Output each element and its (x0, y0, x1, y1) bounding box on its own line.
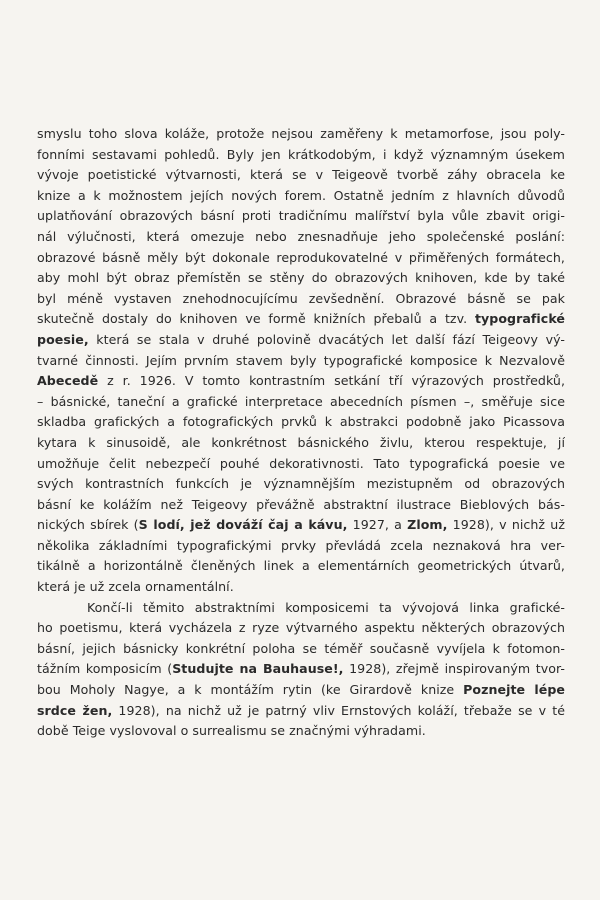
text-run: skutečně dostaly do knihoven ve formě knižních přebalů a tzv. (37, 311, 475, 327)
bold-title-text: typografické (474, 311, 565, 327)
text-line (37, 618, 565, 639)
text-line (37, 701, 565, 722)
text-run: tážním komposicím ( (37, 661, 173, 677)
text-run: několika základními typografickými prvky převládá zcela neznaková hra ver- (37, 537, 565, 553)
bold-title-text: Studujte na Bauhause!, (172, 661, 344, 677)
text-line (37, 433, 565, 454)
text-run: vývoje poetistické výtvarnosti, která se v Teigeově tvorbě záhy obracela ke (37, 167, 565, 183)
text-run: básní, jejich básnicky konkrétní poloha se téměř současně vyvíjela k fotomon- (37, 640, 565, 656)
text-run: byl méně vystaven znehodnocujícímu zevšednění. Obrazové básně se pak (37, 290, 565, 306)
text-line (37, 165, 565, 186)
text-run: fonními sestavami pohledů. Byly jen krátkodobým, i když významným úsekem (37, 146, 565, 162)
text-line (37, 227, 565, 248)
text-line (37, 474, 565, 495)
text-line (37, 495, 565, 516)
text-run: která se stala v druhé polovině dvacátých let další fází Teigeovy vý- (88, 331, 565, 347)
text-line (37, 392, 565, 413)
text-run: knize a k možnostem jejích nových forem. Ostatně jedním z hlavních důvodů (37, 187, 565, 203)
text-run: svých kontrastních funkcích je významnějším mezistupněm od obrazových (37, 476, 565, 492)
text-line (37, 515, 565, 536)
text-line (37, 248, 565, 269)
text-run: z r. 1926. V tomto kontrastním setkání tří výrazových prostředků, (98, 373, 565, 389)
text-line (37, 206, 565, 227)
text-run: době Teige vyslovoval o surrealismu se značnými výhradami. (37, 723, 426, 739)
text-line (37, 598, 565, 619)
text-line (37, 639, 565, 660)
text-line (37, 124, 565, 145)
bold-title-text: Poznejte lépe (463, 682, 565, 698)
text-line (37, 351, 565, 372)
text-run: tikálně a horizontálně členěných linek a elementárních geometrických útvarů, (37, 558, 565, 574)
text-run: aby mohl být obraz přemístěn se stěny do obrazových knihoven, kde by také (37, 270, 565, 286)
text-run: nál výlučnosti, která omezuje nebo znesnadňuje jeho společenské poslání: (37, 228, 565, 244)
text-run: která je už zcela ornamentální. (37, 579, 234, 595)
text-run: smyslu toho slova koláže, protože nejsou zaměřeny k metamorfose, jsou poly- (37, 126, 565, 141)
text-run: 1928), zřejmě inspirovaným tvor- (343, 661, 565, 677)
text-line (37, 536, 565, 557)
text-line (37, 145, 565, 166)
text-run: 1928), na nichž už je patrný vliv Ernstových koláží, třebaže se v té (112, 702, 565, 718)
text-run: obrazové básně měly být dokonale reprodukovatelné v přiměřených formátech, (37, 249, 565, 265)
text-line (37, 289, 565, 310)
text-run: umožňuje čelit nebezpečí pouhé dekorativnosti. Tato typografická poesie ve (37, 455, 565, 471)
text-line (37, 659, 565, 680)
text-line (37, 577, 565, 598)
text-line (37, 412, 565, 433)
body-text (37, 124, 565, 742)
text-line (37, 371, 565, 392)
text-run: básní ke kolážím než Teigeovy převážně abstraktní ilustrace Bieblových bás- (37, 496, 565, 512)
text-run: nických sbírek ( (37, 517, 139, 533)
text-run: 1928), v nichž už (447, 517, 565, 533)
text-run: tvarné činnosti. Jejím prvním stavem byly typografické komposice k Nezvalově (37, 352, 565, 368)
text-line (37, 330, 565, 351)
text-run: skladba grafických a fotografických prvků k abstrakci podobně jako Picassova (37, 414, 565, 430)
text-line (37, 268, 565, 289)
bold-title-text: poesie, (37, 331, 89, 347)
text-run: 1927, a (347, 517, 408, 533)
text-line (37, 721, 565, 742)
bold-title-text: S lodí, jež dováží čaj a kávu, (138, 517, 348, 533)
text-run: Končí-li těmito abstraktními komposicemi ta vývojová linka grafické- (87, 599, 565, 615)
text-line (37, 556, 565, 577)
text-line (37, 454, 565, 475)
text-run: – básnické, taneční a grafické interpretace abecedních písmen –, směřuje sice (37, 393, 565, 409)
text-run: ho poetismu, která vycházela z ryze výtvarného aspektu některých obrazových (37, 620, 565, 636)
text-line (37, 186, 565, 207)
text-line (37, 309, 565, 330)
text-run: uplatňování obrazových básní proti tradičnímu malířství byla vůle zbavit origi- (37, 208, 565, 224)
bold-title-text: Abecedě (37, 373, 99, 389)
text-run: bou Moholy Nagye, a k montážím rytin (ke Girardově knize (37, 682, 464, 698)
bold-title-text: srdce žen, (37, 702, 113, 718)
bold-title-text: Zlom, (407, 517, 448, 533)
text-line (37, 680, 565, 701)
text-run: kytara k sinusoidě, ale konkrétnost básnického živlu, kterou respektuje, jí (37, 434, 565, 450)
